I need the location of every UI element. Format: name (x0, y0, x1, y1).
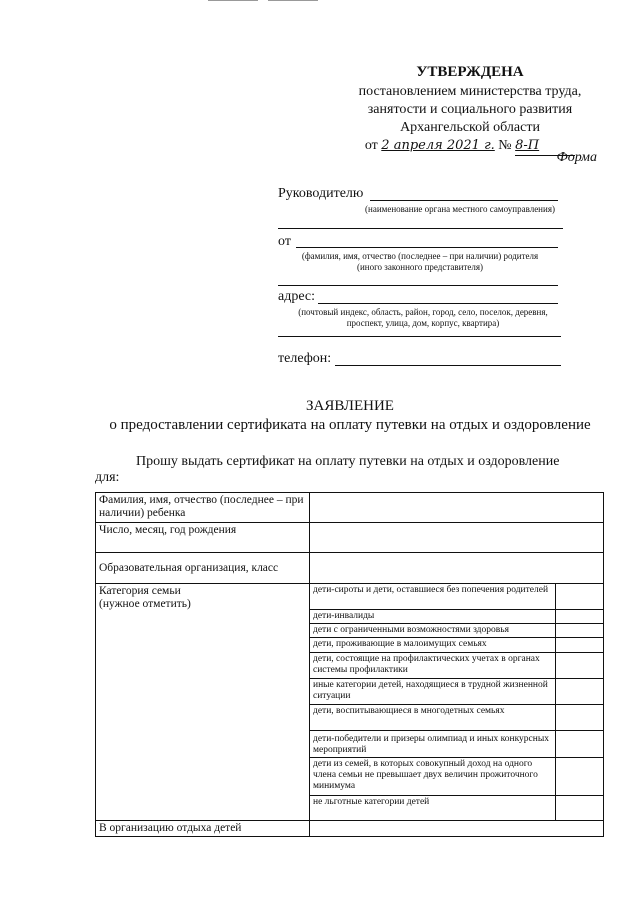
category-checkbox[interactable] (556, 653, 604, 679)
table-row (96, 584, 604, 610)
address-label: адрес: (278, 289, 316, 304)
category-option: не льготные категории детей (310, 796, 556, 821)
category-option: дети, воспитывающиеся в многодетных семьях (310, 705, 556, 731)
category-label-1: Категория семьи (99, 585, 181, 597)
category-checkbox[interactable] (556, 679, 604, 705)
category-option: дети-победители и призеры олимпиад и иных конкурсных мероприятий (310, 731, 556, 758)
row-school-label: Образовательная организация, класс (96, 553, 310, 584)
date-value: 2 апреля 2021 г. (381, 138, 495, 153)
row-birth-label: Число, месяц, год рождения (96, 523, 310, 553)
table-row (96, 553, 604, 584)
from-underline-2 (278, 285, 558, 286)
head-underline-2 (278, 228, 563, 229)
category-checkbox[interactable] (556, 584, 604, 610)
category-label-2: (нужное отметить) (99, 598, 191, 610)
category-option: дети, проживающие в малоимущих семьях (310, 638, 556, 653)
address-hint-1: (почтовый индекс, область, район, город, село, поселок, деревня, (298, 307, 548, 317)
head-underline (370, 200, 558, 201)
category-checkbox[interactable] (556, 638, 604, 653)
category-option: дети из семей, в которых совокупный доход на одного члена семьи не превышает двух величин прожиточного минимума (310, 758, 556, 796)
request-line-1: Прошу выдать сертификат на оплату путевки на отдых и оздоровление (136, 454, 560, 469)
category-checkbox[interactable] (556, 758, 604, 796)
phone-underline (335, 365, 561, 366)
address-underline (318, 303, 558, 304)
category-option: дети, состоящие на профилактических учетах в органах системы профилактики (310, 653, 556, 679)
from-label: от (278, 234, 291, 249)
address-underline-2 (278, 336, 561, 337)
category-checkbox[interactable] (556, 731, 604, 758)
table-row (96, 523, 604, 553)
category-option: дети-инвалиды (310, 610, 556, 624)
number-prefix: № (498, 138, 512, 153)
approval-line-2: занятости и социального развития (367, 102, 573, 117)
head-label: Руководителю (278, 186, 364, 201)
table-row (96, 493, 604, 523)
row-school-value[interactable] (310, 553, 604, 584)
statement-subtitle: о предоставлении сертификата на оплату путевки на отдых и оздоровление (109, 417, 591, 433)
category-option: дети-сироты и дети, оставшиеся без попечения родителей (310, 584, 556, 610)
from-hint-2: (иного законного представителя) (356, 262, 484, 272)
scan-artifact (268, 0, 318, 1)
approval-title: УТВЕРЖДЕНА (416, 64, 524, 80)
approval-line-3: Архангельской области (400, 120, 540, 135)
row-camp-value[interactable] (310, 821, 604, 837)
head-hint: (наименование органа местного самоуправления) (365, 204, 555, 214)
row-birth-value[interactable] (310, 523, 604, 553)
row-camp-label: В организацию отдыха детей (96, 821, 310, 837)
category-checkbox[interactable] (556, 705, 604, 731)
scan-artifact (208, 0, 258, 1)
row-category-label (96, 584, 310, 821)
date-prefix: от (364, 138, 378, 153)
from-underline (296, 247, 558, 248)
category-checkbox[interactable] (556, 624, 604, 638)
number-value: 8-П (515, 137, 575, 156)
address-hint-2: проспект, улица, дом, корпус, квартира) (346, 318, 500, 328)
category-option: иные категории детей, находящиеся в трудной жизненной ситуации (310, 679, 556, 705)
from-hint-1: (фамилия, имя, отчество (последнее – при наличии) родителя (301, 251, 539, 261)
request-line-2: для: (95, 470, 120, 485)
approval-line-1: постановлением министерства труда, (358, 84, 582, 99)
category-option: дети с ограниченными возможностями здоровья (310, 624, 556, 638)
child-info-table (95, 492, 604, 837)
row-name-label: Фамилия, имя, отчество (последнее – при наличии) ребенка (96, 493, 310, 523)
statement-title: ЗАЯВЛЕНИЕ (306, 398, 394, 414)
table-row (96, 821, 604, 837)
category-checkbox[interactable] (556, 610, 604, 624)
phone-label: телефон: (278, 351, 332, 366)
category-checkbox[interactable] (556, 796, 604, 821)
row-name-value[interactable] (310, 493, 604, 523)
form-label: Форма (556, 150, 597, 165)
